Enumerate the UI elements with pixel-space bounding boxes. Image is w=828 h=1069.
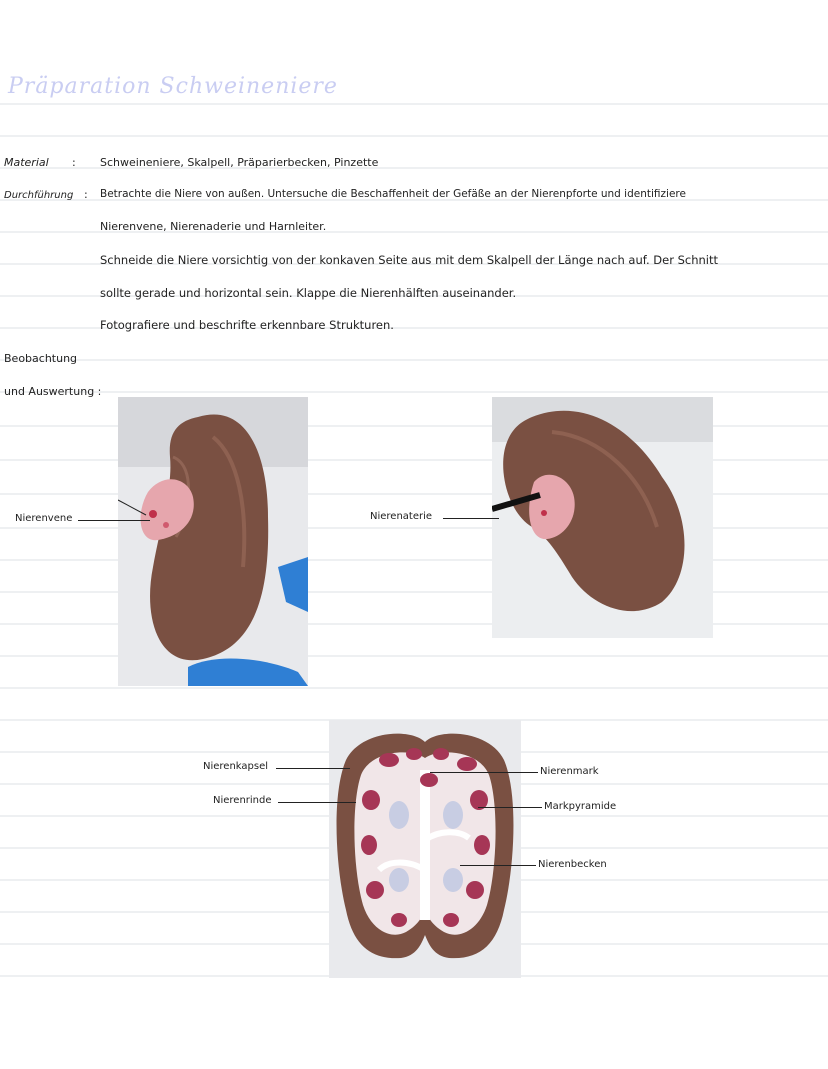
durchfuehrung-line: Fotografiere und beschrifte erkennbare Strukturen.	[100, 318, 394, 332]
label-nierenaterie: Nierenaterie	[370, 511, 433, 522]
label-nierenkapsel: Nierenkapsel	[203, 761, 269, 772]
kidney-photo-section	[329, 720, 521, 978]
material-colon: :	[72, 156, 76, 169]
durchfuehrung-line: Betrachte die Niere von außen. Untersuche die Beschaffenheit der Gefäße an der Nierenpforte und identifiziere	[100, 188, 686, 200]
durchfuehrung-line: Schneide die Niere vorsichtig von der konkaven Seite aus mit dem Skalpell der Länge nach auf. Der Schnitt	[100, 253, 719, 267]
leader-nierenmark	[430, 772, 538, 773]
leader-nierenkapsel	[276, 768, 350, 769]
label-markpyramide: Markpyramide	[544, 801, 617, 812]
durchfuehrung-line: Nierenvene, Nierenaderie und Harnleiter.	[100, 220, 327, 233]
durchfuehrung-label: Durchführung	[4, 190, 74, 201]
page-title: Präparation Schweineniere	[8, 74, 338, 99]
beobachtung-label: Beobachtung	[4, 352, 78, 365]
label-nierenvene: Nierenvene	[15, 513, 73, 524]
durchfuehrung-line: sollte gerade und horizontal sein. Klappe die Nierenhälften auseinander.	[100, 286, 517, 300]
leader-nierenaterie	[443, 518, 499, 519]
leader-nierenbecken	[460, 865, 536, 866]
durchfuehrung-colon: :	[84, 188, 88, 201]
auswertung-label: und Auswertung :	[4, 385, 102, 398]
leader-nierenrinde	[278, 802, 356, 803]
material-text: Schweineniere, Skalpell, Präparierbecken, Pinzette	[100, 156, 379, 169]
label-nierenbecken: Nierenbecken	[538, 859, 607, 870]
kidney-photo-artery	[492, 397, 713, 638]
label-nierenmark: Nierenmark	[540, 766, 599, 777]
kidney-photo-vein	[118, 397, 308, 686]
label-nierenrinde: Nierenrinde	[213, 795, 272, 806]
leader-markpyramide	[478, 807, 542, 808]
material-label: Material	[4, 156, 49, 169]
leader-nierenvene	[78, 520, 150, 521]
